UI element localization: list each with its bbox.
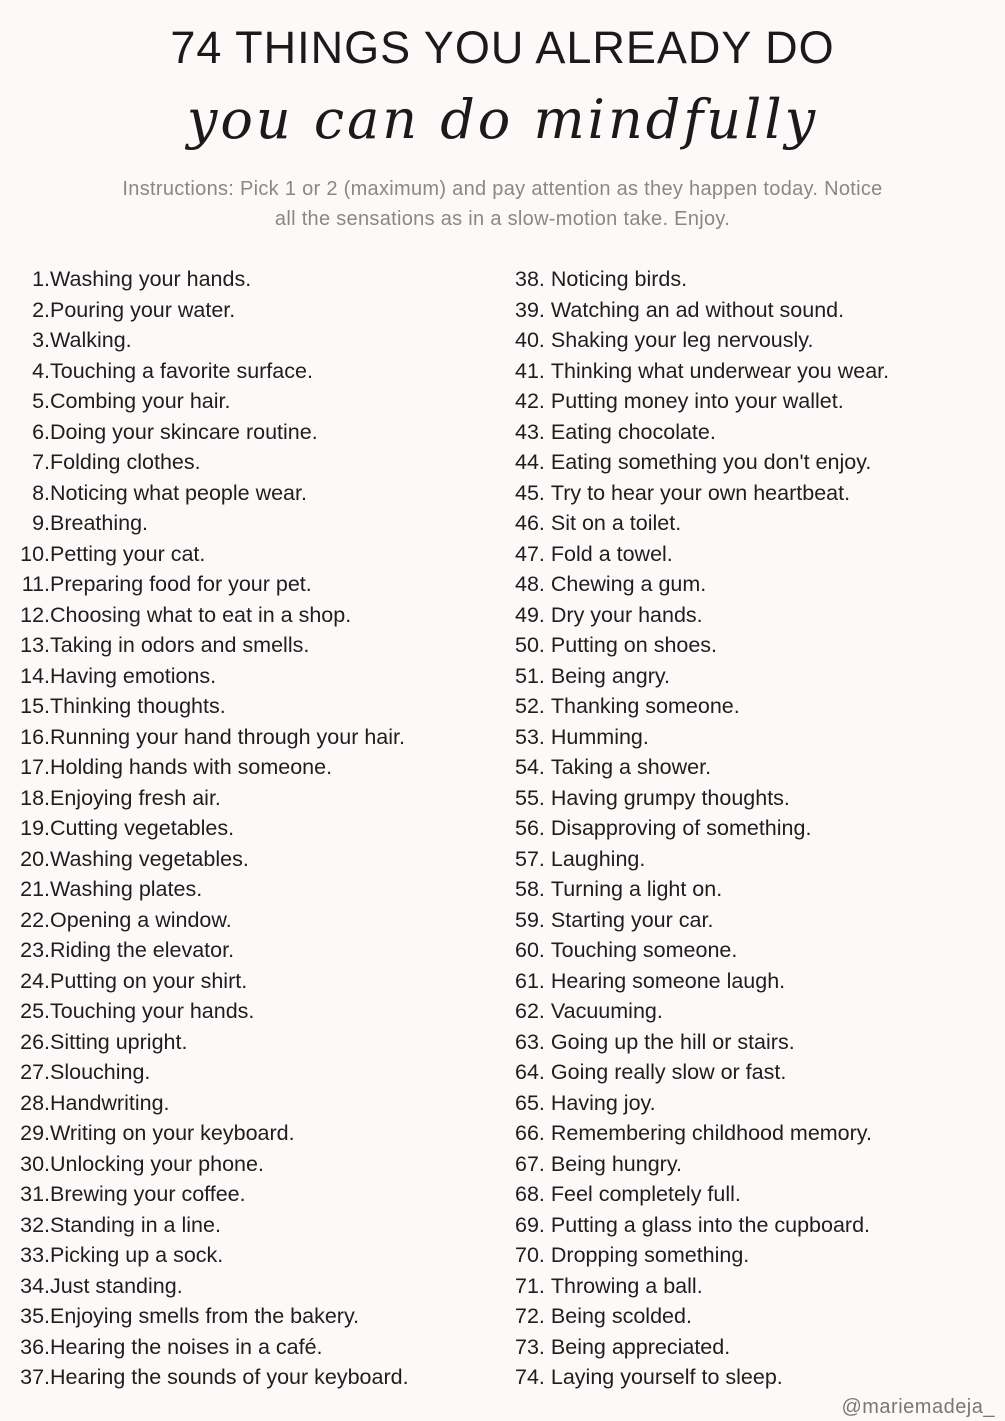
item-number: 20.	[20, 846, 50, 871]
list-item	[515, 1240, 995, 1271]
item-text: Washing vegetables.	[50, 846, 249, 871]
item-text: Putting on your shirt.	[50, 968, 248, 993]
item-number: 35.	[20, 1304, 50, 1328]
item-text: Fold a towel.	[550, 541, 673, 566]
item-number: 28.	[20, 1090, 50, 1115]
list-item	[12, 1057, 497, 1088]
item-text: Hearing someone laugh.	[550, 968, 786, 993]
item-text: Enjoying smells from the bakery.	[50, 1304, 360, 1328]
list-item	[12, 295, 497, 326]
item-number: 65.	[515, 1090, 545, 1115]
item-text: Washing plates.	[50, 877, 203, 901]
list-item	[515, 600, 995, 631]
list-item	[515, 478, 995, 509]
item-text: Breathing.	[50, 511, 149, 535]
item-number: 32.	[20, 1212, 50, 1237]
list-item	[12, 783, 497, 814]
item-text: Having emotions.	[50, 663, 217, 688]
item-number: 38.	[515, 267, 545, 291]
item-number: 5.	[32, 389, 50, 413]
list-item	[12, 1118, 497, 1149]
item-text: Having joy.	[550, 1090, 656, 1115]
list-item	[12, 264, 497, 295]
item-text: Taking a shower.	[550, 755, 712, 779]
list-item	[515, 1057, 995, 1088]
list-item	[12, 874, 497, 905]
list-item	[515, 1271, 995, 1302]
item-number: 70.	[515, 1243, 545, 1267]
item-text: Writing on your keyboard.	[50, 1121, 295, 1145]
instructions-text: Instructions: Pick 1 or 2 (maximum) and pay attention as they happen today. Notice all the sensations as in a slow-motion take. Enjoy.	[122, 178, 883, 230]
list-item	[12, 1179, 497, 1210]
item-text: Thinking thoughts.	[50, 694, 226, 718]
page-title: 74 THINGS YOU ALREADY DO	[170, 22, 835, 73]
item-number: 12.	[20, 602, 50, 627]
item-number: 71.	[515, 1273, 545, 1298]
item-text: Touching your hands.	[50, 999, 255, 1023]
list-item	[12, 1210, 497, 1241]
item-number: 41.	[515, 358, 545, 383]
item-text: Handwriting.	[50, 1090, 170, 1115]
item-number: 33.	[20, 1243, 50, 1267]
item-text: Starting your car.	[550, 907, 714, 932]
item-text: Hearing the sounds of your keyboard.	[50, 1365, 409, 1389]
item-number: 22.	[20, 907, 50, 932]
item-number: 26.	[20, 1029, 50, 1054]
item-number: 64.	[515, 1060, 545, 1084]
item-number: 9.	[32, 511, 50, 535]
item-number: 47.	[515, 541, 545, 566]
list-item	[515, 569, 995, 600]
list-item	[12, 325, 497, 356]
list-item	[515, 905, 995, 936]
item-text: Eating chocolate.	[550, 419, 716, 444]
item-number: 44.	[515, 450, 545, 474]
item-text: Shaking your leg nervously.	[550, 328, 814, 352]
list-item	[12, 569, 497, 600]
item-number: 34.	[20, 1273, 50, 1298]
item-number: 68.	[515, 1182, 545, 1206]
list-item	[12, 478, 497, 509]
list-item	[12, 661, 497, 692]
author-handle: @mariemadeja_	[841, 1396, 995, 1418]
item-number: 63.	[515, 1029, 545, 1054]
item-text: Being scolded.	[550, 1304, 692, 1328]
item-text: Feel completely full.	[550, 1182, 741, 1206]
item-number: 58.	[515, 877, 545, 901]
item-text: Being angry.	[550, 663, 671, 688]
item-number: 73.	[515, 1334, 545, 1359]
item-number: 1.	[32, 267, 50, 291]
item-text: Folding clothes.	[50, 450, 201, 474]
item-number: 66.	[515, 1121, 545, 1145]
list-item	[515, 996, 995, 1027]
item-number: 2.	[32, 297, 50, 322]
item-text: Being hungry.	[550, 1151, 682, 1176]
item-text: Hearing the noises in a café.	[50, 1334, 323, 1359]
item-number: 7.	[32, 450, 50, 474]
item-text: Noticing birds.	[550, 267, 688, 291]
item-text: Humming.	[550, 724, 649, 749]
list-item	[12, 1240, 497, 1271]
list-item	[515, 447, 995, 478]
item-text: Thinking what underwear you wear.	[550, 358, 890, 383]
list-item	[12, 935, 497, 966]
item-number: 25.	[20, 999, 50, 1023]
item-text: Eating something you don't enjoy.	[550, 450, 872, 474]
item-number: 62.	[515, 999, 545, 1023]
list-item	[515, 935, 995, 966]
list-item	[12, 996, 497, 1027]
list-item	[515, 1179, 995, 1210]
item-text: Sit on a toilet.	[550, 511, 682, 535]
item-number: 50.	[515, 633, 545, 657]
item-text: Chewing a gum.	[550, 572, 707, 596]
list-item	[515, 325, 995, 356]
list-item	[12, 417, 497, 448]
item-text: Washing your hands.	[50, 267, 252, 291]
list-item	[12, 539, 497, 570]
item-number: 30.	[20, 1151, 50, 1176]
item-text: Being appreciated.	[550, 1334, 731, 1359]
item-text: Sitting upright.	[50, 1029, 188, 1054]
item-number: 46.	[515, 511, 545, 535]
list-item	[12, 447, 497, 478]
item-text: Doing your skincare routine.	[50, 419, 318, 444]
item-number: 52.	[515, 694, 545, 718]
list-item	[515, 1332, 995, 1363]
item-text: Touching a favorite surface.	[50, 358, 313, 383]
item-text: Putting on shoes.	[550, 633, 718, 657]
item-text: Having grumpy thoughts.	[550, 785, 790, 810]
item-text: Running your hand through your hair.	[50, 724, 405, 749]
item-text: Watching an ad without sound.	[550, 297, 845, 322]
list-item	[515, 1149, 995, 1180]
list-item	[515, 874, 995, 905]
item-text: Dropping something.	[550, 1243, 750, 1267]
item-number: 24.	[20, 968, 50, 993]
list-item	[515, 966, 995, 997]
list-item	[12, 722, 497, 753]
item-text: Just standing.	[50, 1273, 183, 1298]
item-text: Riding the elevator.	[50, 938, 235, 962]
list-item	[12, 356, 497, 387]
item-number: 57.	[515, 846, 545, 871]
item-number: 14.	[20, 663, 50, 688]
item-text: Disapproving of something.	[550, 816, 812, 840]
item-text: Laying yourself to sleep.	[550, 1365, 783, 1389]
item-number: 8.	[32, 480, 50, 505]
item-number: 3.	[32, 328, 50, 352]
item-text: Holding hands with someone.	[50, 755, 333, 779]
item-number: 69.	[515, 1212, 545, 1237]
list-item	[515, 1088, 995, 1119]
list-item	[12, 1027, 497, 1058]
item-number: 74.	[515, 1365, 545, 1389]
list-item	[515, 264, 995, 295]
item-number: 61.	[515, 968, 545, 993]
item-text: Walking.	[50, 328, 132, 352]
item-text: Combing your hair.	[50, 389, 231, 413]
item-text: Putting money into your wallet.	[550, 389, 844, 413]
item-number: 43.	[515, 419, 545, 444]
list-item	[515, 386, 995, 417]
list-item	[12, 1271, 497, 1302]
item-text: Laughing.	[550, 846, 646, 871]
item-number: 17.	[20, 755, 50, 779]
item-text: Standing in a line.	[50, 1212, 221, 1237]
page-subtitle: you can do mindfully	[186, 88, 819, 151]
list-item	[12, 1149, 497, 1180]
list-item	[515, 630, 995, 661]
right-list	[515, 264, 995, 1393]
list-item	[12, 752, 497, 783]
list-item	[12, 1301, 497, 1332]
list-item	[515, 356, 995, 387]
item-number: 36.	[20, 1334, 50, 1359]
list-item	[515, 508, 995, 539]
list-item	[515, 295, 995, 326]
item-number: 48.	[515, 572, 545, 596]
list-item	[515, 783, 995, 814]
item-number: 45.	[515, 480, 545, 505]
item-text: Throwing a ball.	[550, 1273, 703, 1298]
item-text: Vacuuming.	[550, 999, 663, 1023]
list-item	[12, 1088, 497, 1119]
item-number: 53.	[515, 724, 545, 749]
item-number: 72.	[515, 1304, 545, 1328]
list-item	[12, 1362, 497, 1393]
list-item	[515, 1027, 995, 1058]
list-item	[12, 386, 497, 417]
item-text: Brewing your coffee.	[50, 1182, 246, 1206]
item-text: Noticing what people wear.	[50, 480, 307, 505]
list-item	[515, 813, 995, 844]
list-item	[515, 1210, 995, 1241]
item-number: 54.	[515, 755, 545, 779]
item-number: 49.	[515, 602, 545, 627]
left-list	[12, 264, 497, 1393]
list-item	[515, 1362, 995, 1393]
item-number: 42.	[515, 389, 545, 413]
list-item	[515, 691, 995, 722]
item-number: 29.	[20, 1121, 50, 1145]
list-item	[515, 1118, 995, 1149]
item-number: 13.	[20, 633, 50, 657]
item-number: 4.	[32, 358, 50, 383]
item-number: 67.	[515, 1151, 545, 1176]
list-item	[12, 1332, 497, 1363]
item-text: Putting a glass into the cupboard.	[550, 1212, 871, 1237]
item-number: 18.	[20, 785, 50, 810]
list-item	[515, 844, 995, 875]
list-item	[515, 1301, 995, 1332]
list-item	[515, 417, 995, 448]
list-item	[12, 508, 497, 539]
item-number: 31.	[20, 1182, 50, 1206]
list-item	[515, 722, 995, 753]
item-text: Picking up a sock.	[50, 1243, 224, 1267]
list-item	[12, 600, 497, 631]
item-number: 6.	[32, 419, 50, 444]
item-text: Unlocking your phone.	[50, 1151, 264, 1176]
list-item	[12, 630, 497, 661]
item-number: 59.	[515, 907, 545, 932]
item-text: Dry your hands.	[550, 602, 703, 627]
list-item	[12, 905, 497, 936]
list-item	[12, 966, 497, 997]
item-number: 16.	[20, 724, 50, 749]
item-text: Taking in odors and smells.	[50, 633, 310, 657]
list-item	[515, 661, 995, 692]
item-text: Petting your cat.	[50, 541, 206, 566]
list-item	[12, 691, 497, 722]
list-item	[515, 752, 995, 783]
item-text: Enjoying fresh air.	[50, 785, 221, 810]
item-number: 23.	[20, 938, 50, 962]
item-text: Going really slow or fast.	[550, 1060, 787, 1084]
item-number: 21.	[20, 877, 50, 901]
item-number: 19.	[20, 816, 50, 840]
item-number: 56.	[515, 816, 545, 840]
item-number: 27.	[20, 1060, 50, 1084]
item-number: 39.	[515, 297, 545, 322]
list-item	[12, 844, 497, 875]
item-number: 15.	[20, 694, 50, 718]
item-text: Try to hear your own heartbeat.	[550, 480, 851, 505]
item-number: 55.	[515, 785, 545, 810]
item-text: Choosing what to eat in a shop.	[50, 602, 352, 627]
item-number: 51.	[515, 663, 545, 688]
item-number: 60.	[515, 938, 545, 962]
item-text: Remembering childhood memory.	[550, 1121, 872, 1145]
item-number: 10.	[20, 541, 50, 566]
list-item	[12, 813, 497, 844]
item-text: Cutting vegetables.	[50, 816, 235, 840]
item-text: Touching someone.	[550, 938, 738, 962]
item-number: 40.	[515, 328, 545, 352]
item-text: Thanking someone.	[550, 694, 740, 718]
item-text: Preparing food for your pet.	[50, 572, 312, 596]
item-text: Slouching.	[50, 1060, 151, 1084]
item-text: Pouring your water.	[50, 297, 236, 322]
item-text: Opening a window.	[50, 907, 232, 932]
item-text: Turning a light on.	[550, 877, 723, 901]
list-item	[515, 539, 995, 570]
item-text: Going up the hill or stairs.	[550, 1029, 795, 1054]
item-number: 11.	[21, 572, 50, 596]
item-number: 37.	[20, 1365, 50, 1389]
